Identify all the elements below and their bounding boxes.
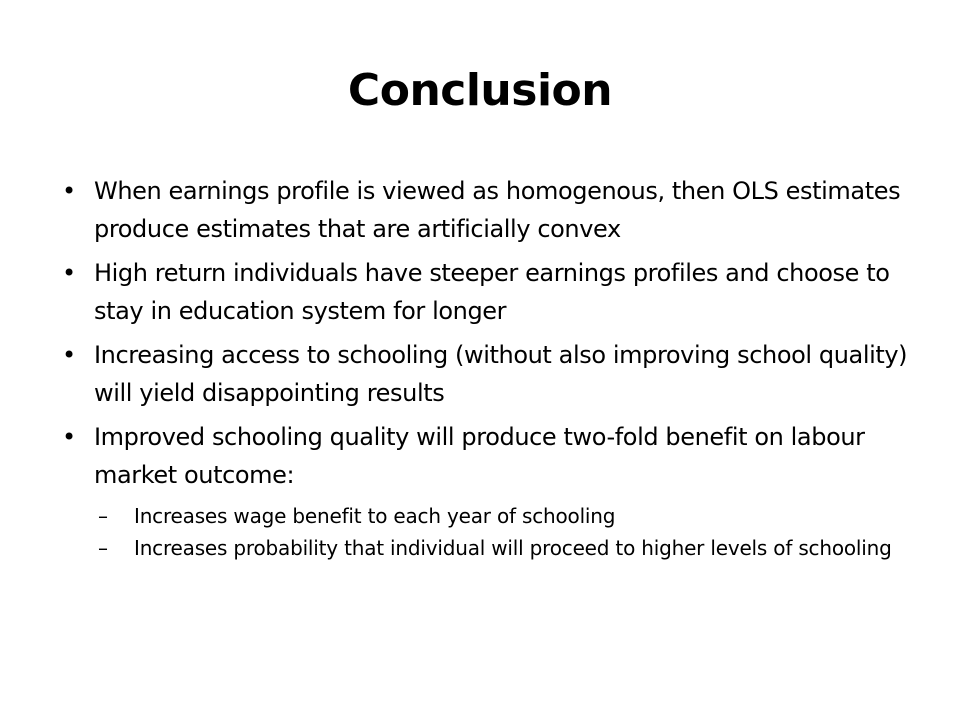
bullet-text: When earnings profile is viewed as homogenous, then OLS estimates produce estimates that are artificially convex: [94, 177, 901, 243]
sub-bullet-text: Increases probability that individual will proceed to higher levels of schooling: [134, 536, 892, 560]
bullet-text: Increasing access to schooling (without also improving school quality) will yield disappointing results: [94, 341, 908, 407]
bullet-marker: •: [62, 423, 76, 451]
sub-bullet-text: Increases wage benefit to each year of schooling: [134, 504, 616, 528]
sub-bullet-marker: –: [98, 536, 108, 560]
slide-title: Conclusion: [347, 65, 613, 116]
bullet-text: Improved schooling quality will produce two-fold benefit on labour market outcome:: [94, 423, 865, 489]
sub-bullet-list: [94, 500, 910, 564]
sub-bullet-marker: –: [98, 504, 108, 528]
bullet-item: [60, 418, 910, 564]
bullet-text: High return individuals have steeper earnings profiles and choose to stay in education system for longer: [94, 259, 890, 325]
bullet-marker: •: [62, 177, 76, 205]
sub-bullet-item: [94, 500, 910, 532]
bullet-item: [60, 336, 910, 412]
bullet-list: [60, 172, 910, 570]
sub-bullet-item: [94, 532, 910, 564]
bullet-item: [60, 172, 910, 248]
bullet-item: [60, 254, 910, 330]
bullet-marker: •: [62, 259, 76, 287]
bullet-marker: •: [62, 341, 76, 369]
